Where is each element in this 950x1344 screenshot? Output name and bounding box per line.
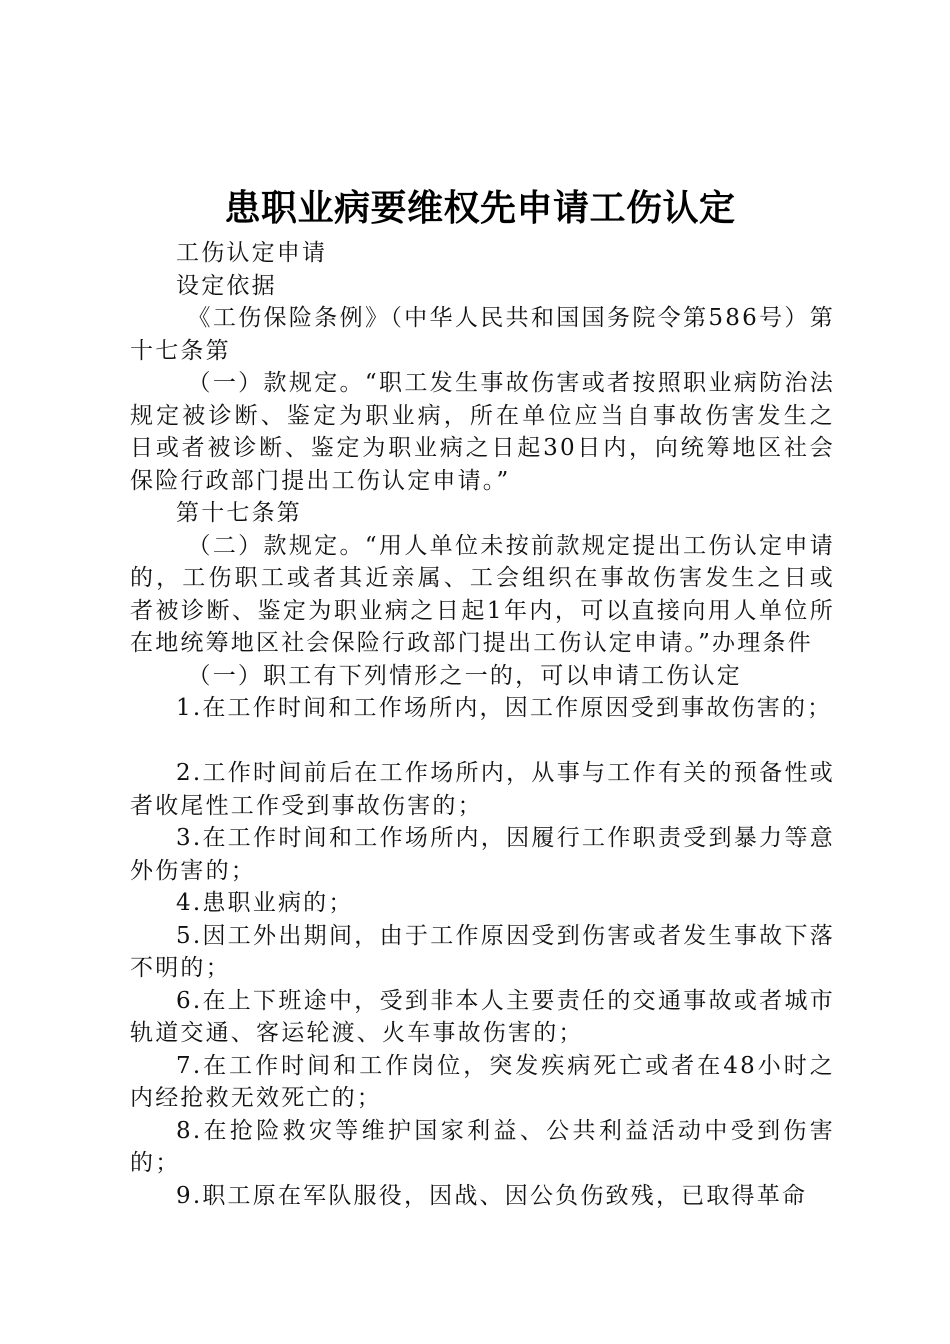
paragraph-clause-2: （二）款规定。“用人单位未按前款规定提出工伤认定申请的，工伤职工或者其近亲属、工会组织在事故伤害发生之日或者被诊断、鉴定为职业病之日起1年内，可以直接向用人单位所在地统筹地区社会保险行政部门提出工伤认定申请。”办理条件	[130, 532, 835, 656]
list-item-9: 9.职工原在军队服役，因战、因公负伤致残，已取得革命	[176, 1182, 808, 1209]
list-item-1: 1.在工作时间和工作场所内，因工作原因受到事故伤害的；	[176, 695, 833, 721]
list-item-7: 7.在工作时间和工作岗位，突发疾病死亡或者在48小时之内经抢救无效死亡的；	[130, 1052, 835, 1111]
paragraph-heading-basis: 设定依据	[176, 272, 277, 299]
document-body	[130, 237, 835, 1212]
blank-line	[130, 725, 835, 758]
list-item-6: 6.在上下班途中，受到非本人主要责任的交通事故或者城市轨道交通、客运轮渡、火车事故伤害的；	[130, 987, 835, 1046]
list-item-5: 5.因工外出期间，由于工作原因受到伤害或者发生事故下落不明的；	[130, 922, 835, 981]
list-item-4: 4.患职业病的；	[176, 890, 354, 916]
paragraph-clause-1: （一）款规定。“职工发生事故伤害或者按照职业病防治法规定被诊断、鉴定为职业病，所在单位应当自事故伤害发生之日或者被诊断、鉴定为职业病之日起30日内，向统筹地区社会保险行政部门提出工伤认定申请。”	[130, 370, 835, 494]
list-item-3: 3.在工作时间和工作场所内，因履行工作职责受到暴力等意外伤害的；	[130, 825, 835, 884]
paragraph-regulation: 《工伤保险条例》（中华人民共和国国务院令第586号）第十七条第	[130, 305, 835, 364]
paragraph-heading-application: 工伤认定申请	[176, 240, 328, 266]
document-title: 患职业病要维权先申请工伤认定	[224, 188, 736, 229]
list-item-2: 2.工作时间前后在工作场所内，从事与工作有关的预备性或者收尾性工作受到事故伤害的；	[130, 760, 835, 819]
paragraph-article-17: 第十七条第	[176, 500, 302, 526]
paragraph-conditions-intro: （一）职工有下列情形之一的，可以申请工伤认定	[187, 662, 742, 689]
list-item-8: 8.在抢险救灾等维护国家利益、公共利益活动中受到伤害的；	[130, 1117, 835, 1176]
